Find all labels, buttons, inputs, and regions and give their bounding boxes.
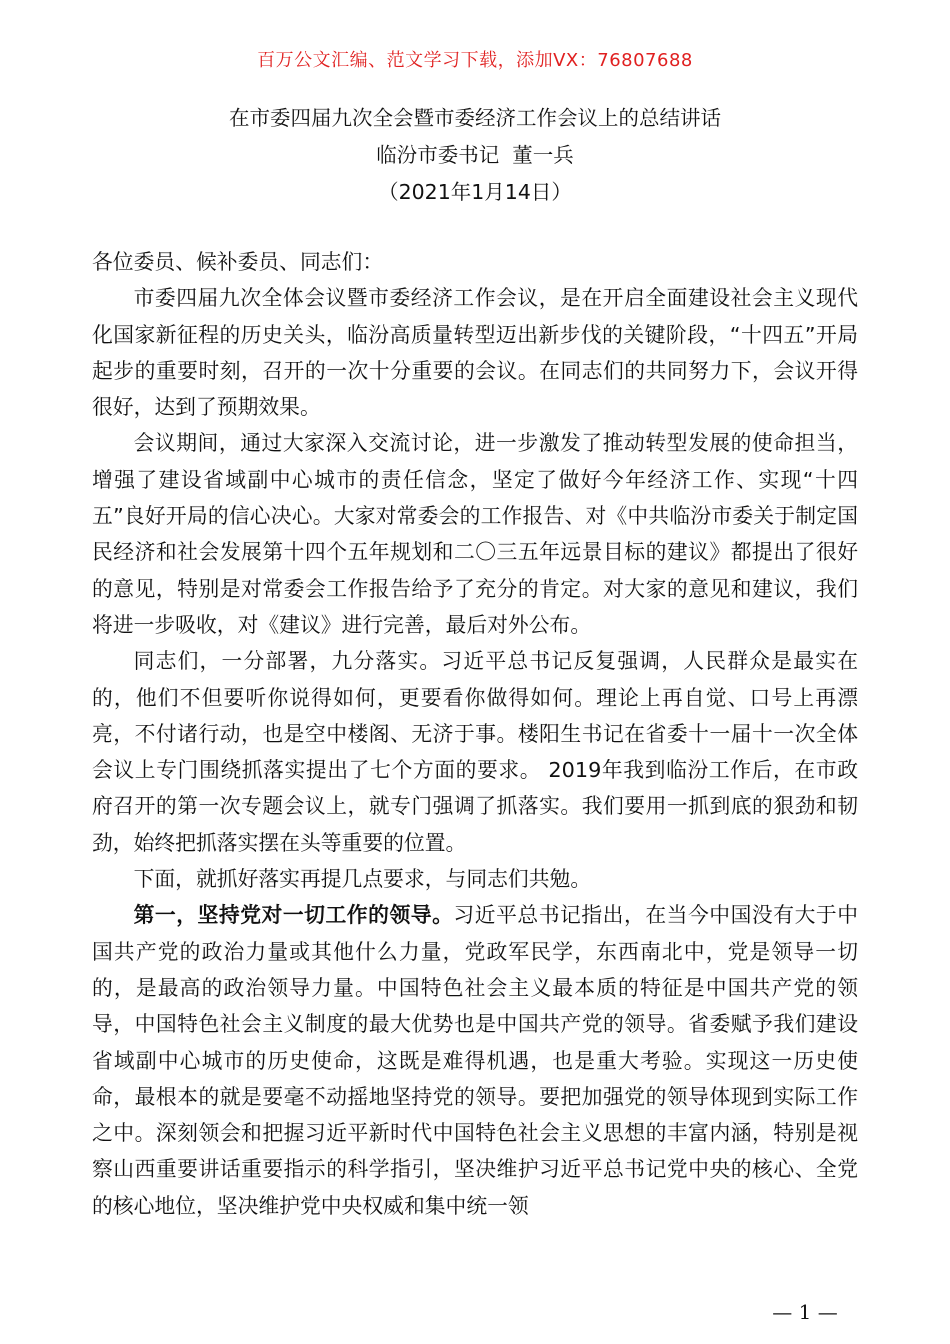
speech-date: （2021年1月14日）: [378, 180, 572, 204]
page-number: — 1 —: [772, 1300, 838, 1324]
speech-title: 在市委四届九次全会暨市委经济工作会议上的总结讲话: [229, 106, 721, 130]
title-block: [0, 100, 950, 211]
paragraph-1: 市委四届九次全体会议暨市委经济工作会议，是在开启全面建设社会主义现代化国家新征程的历史关头，临汾高质量转型迈出新步伐的关键阶段，“十四五”开局起步的重要时刻，召开的一次十分重要的会议。在同志们的共同努力下，会议开得很好，达到了预期效果。: [92, 286, 858, 420]
section-1-text: 习近平总书记指出，在当今中国没有大于中国共产党的政治力量或其他什么力量，党政军民学，东西南北中，党是领导一切的，是最高的政治领导力量。中国特色社会主义最本质的特征是中国共产党的领导，中国特色社会主义制度的最大优势也是中国共产党的领导。省委赋予我们建设省域副中心城市的历史使命，这既是难得机遇，也是重大考验。实现这一历史使命，最根本的就是要毫不动摇地坚持党的领导。要把加强党的领导体现到实际工作之中。深刻领会和把握习近平新时代中国特色社会主义思想的丰富内涵，特别是视察山西重要讲话重要指示的科学指引，坚决维护习近平总书记党中央的核心、全党的核心地位，坚决维护党中央权威和集中统一领: [92, 903, 859, 1218]
paragraph-3: 同志们，一分部署，九分落实。习近平总书记反复强调，人民群众是最实在的，他们不但要听你说得如何，更要看你做得如何。理论上再自觉、口号上再漂亮，不付诸行动，也是空中楼阁、无济于事。楼阳生书记在省委十一届十一次全体会议上专门围绕抓落实提出了七个方面的要求。 2019年我到临汾工作后，在市政府召开的第一次专题会议上，就专门强调了抓落实。我们要用一抓到底的狠劲和韧劲，始终把抓落实摆在头等重要的位置。: [92, 649, 858, 855]
paragraph-section-1: [92, 897, 858, 1224]
section-1-heading: 第一，坚持党对一切工作的领导。: [133, 903, 454, 928]
watermark-text: 百万公文汇编、范文学习下载，添加VX：76807688: [257, 50, 693, 71]
paragraph-2: 会议期间，通过大家深入交流讨论，进一步激发了推动转型发展的使命担当，增强了建设省域副中心城市的责任信念，坚定了做好今年经济工作、实现“十四五”良好开局的信心决心。大家对常委会的工作报告、对《中共临汾市委关于制定国民经济和社会发展第十四个五年规划和二〇三五年远景目标的建议》都提出了很好的意见，特别是对常委会工作报告给予了充分的肯定。对大家的意见和建议，我们将进一步吸收，对《建议》进行完善，最后对外公布。: [92, 431, 858, 637]
paragraph-4: 下面，就抓好落实再提几点要求，与同志们共勉。: [133, 867, 592, 892]
salutation: 各位委员、候补委员、同志们：: [92, 250, 384, 274]
speech-body: [92, 244, 858, 1224]
speaker-line: 临汾市委书记 董一兵: [376, 143, 574, 167]
